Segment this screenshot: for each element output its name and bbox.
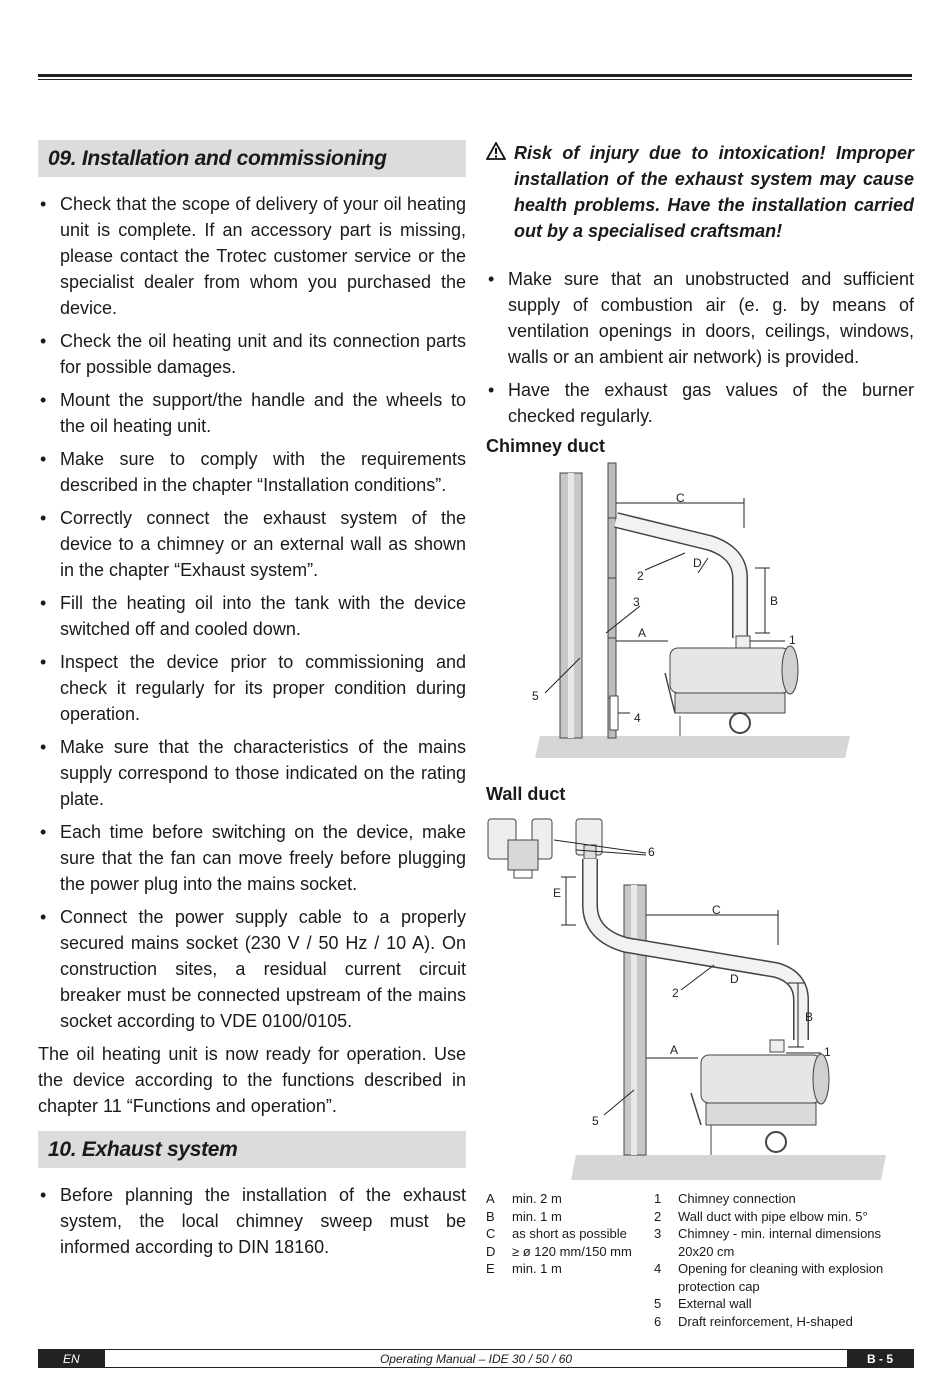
footer-title: Operating Manual – IDE 30 / 50 / 60 (379, 1351, 573, 1366)
wall-duct-title: Wall duct (486, 784, 566, 804)
list-item: • Make sure to comply with the requirements described in the chapter “Installation conditions”. (38, 446, 466, 498)
list-item: • Each time before switching on the device, make sure that the fan can move freely before plugging the power plug into the mains socket. (38, 819, 466, 897)
label-c: C (712, 903, 721, 917)
legend-row: 6 Draft reinforcement, H-shaped (654, 1313, 853, 1329)
exhaust-requirements-list (486, 266, 914, 429)
list-item: • Before planning the installation of the exhaust system, the local chimney sweep must be informed according to DIN 18160. (38, 1182, 466, 1260)
warning-triangle-icon (486, 142, 506, 160)
label-2: 2 (672, 986, 679, 1000)
chimney-duct-diagram (500, 458, 870, 763)
warning-text: Risk of injury due to intoxication! Improper installation of the exhaust system may cause health problems. Have the installation carried out by a specialised craftsman! (514, 143, 914, 241)
warning-block (486, 140, 914, 244)
footer-language: EN (39, 1350, 105, 1367)
page-number: B - 5 (847, 1350, 913, 1367)
legend-row: E min. 1 m (486, 1261, 562, 1276)
legend-row: 5 External wall (654, 1296, 752, 1311)
chimney-duct-title: Chimney duct (486, 436, 606, 456)
list-item: • Have the exhaust gas values of the burner checked regularly. (486, 377, 914, 429)
list-item: • Make sure that the characteristics of the mains supply correspond to those indicated on the rating plate. (38, 734, 466, 812)
label-5: 5 (592, 1114, 599, 1128)
header-rule (38, 74, 912, 77)
label-a: A (638, 626, 647, 640)
list-item: • Check the oil heating unit and its connection parts for possible damages. (38, 328, 466, 380)
left-column (38, 140, 466, 1267)
dimension-legend (486, 1190, 652, 1278)
label-b: B (770, 594, 779, 608)
label-e: E (553, 886, 562, 900)
legend-row: A min. 2 m (486, 1191, 562, 1206)
label-4: 4 (634, 711, 641, 725)
section-09-heading: 09. Installation and commissioning (38, 140, 466, 177)
label-5: 5 (532, 689, 539, 703)
legend-row: B min. 1 m (486, 1208, 562, 1224)
header-rule-thin (38, 79, 912, 80)
label-1: 1 (789, 633, 796, 647)
legend-row: C as short as possible (486, 1226, 627, 1241)
legend-row: 3 Chimney - min. internal dimensions 20x20 cm (654, 1226, 882, 1259)
label-3: 3 (633, 595, 640, 609)
list-item: • Fill the heating oil into the tank with the device switched off and cooled down. (38, 590, 466, 642)
wall-duct-diagram (486, 815, 896, 1185)
section-10-heading: 10. Exhaust system (38, 1131, 466, 1168)
label-d: D (693, 556, 702, 570)
list-item: • Make sure that an unobstructed and sufficient supply of combustion air (e. g. by means of ventilation openings in doors, ceilings, windows, walls or an ambient air network) is provided. (486, 266, 914, 370)
legend-row: 2 Wall duct with pipe elbow min. 5° (654, 1208, 868, 1224)
section-10-list (38, 1182, 466, 1260)
label-b: B (805, 1010, 814, 1024)
list-item: • Inspect the device prior to commissioning and check it regularly for its proper condition during operation. (38, 649, 466, 727)
list-item: • Connect the power supply cable to a properly secured mains socket (230 V / 50 Hz / 10 A). On construction sites, a residual current circuit breaker must be connected upstream of the mains socket according to VDE 0100/0105. (38, 904, 466, 1034)
label-a: A (670, 1043, 679, 1057)
label-1: 1 (824, 1045, 831, 1059)
list-item: • Correctly connect the exhaust system of the device to a chimney or an external wall as shown in the chapter “Exhaust system”. (38, 505, 466, 583)
right-column (486, 140, 914, 457)
label-c: C (676, 491, 685, 505)
legend-row: D ≥ ø 120 mm/150 mm (486, 1243, 632, 1259)
section-09-list (38, 191, 466, 1034)
label-6: 6 (648, 845, 655, 859)
page-footer (38, 1349, 914, 1368)
legend-row: 4 Opening for cleaning with explosion protection cap (654, 1261, 884, 1294)
legend-row: 1 Chimney connection (654, 1191, 796, 1206)
list-item: • Check that the scope of delivery of your oil heating unit is complete. If an accessory part is missing, please contact the Trotec customer service or the specialist dealer from whom you purchased the device. (38, 191, 466, 321)
list-item: • Mount the support/the handle and the wheels to the oil heating unit. (38, 387, 466, 439)
parts-legend (654, 1190, 918, 1330)
label-2: 2 (637, 569, 644, 583)
label-d: D (730, 972, 739, 986)
closing-paragraph: The oil heating unit is now ready for operation. Use the device according to the functions described in chapter 11 “Functions and operation”. (38, 1044, 466, 1116)
